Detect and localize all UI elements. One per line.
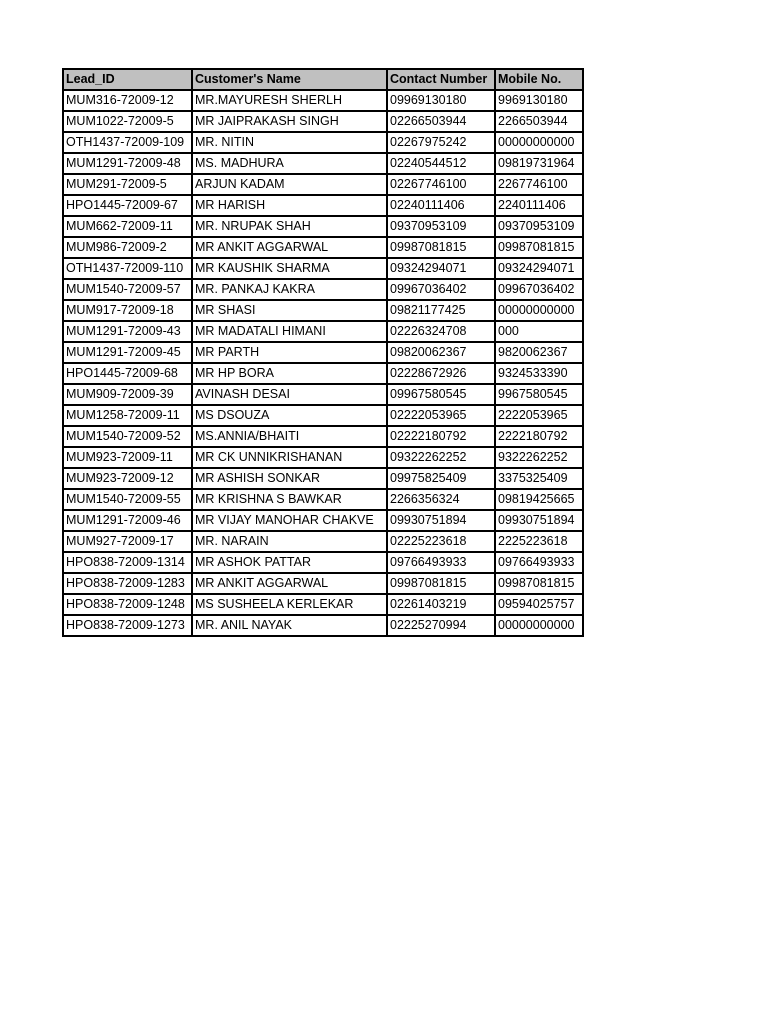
lead-id-cell: HPO1445-72009-68 (63, 363, 192, 384)
mobile-no-cell: 09987081815 (495, 573, 583, 594)
contact-number-cell: 02261403219 (387, 594, 495, 615)
mobile-no-cell: 09819731964 (495, 153, 583, 174)
table-row (63, 510, 583, 531)
customer-name-cell: MR VIJAY MANOHAR CHAKVE (192, 510, 387, 531)
customer-name-cell: MR. PANKAJ KAKRA (192, 279, 387, 300)
customer-name-cell: MR KAUSHIK SHARMA (192, 258, 387, 279)
lead-id-cell: MUM986-72009-2 (63, 237, 192, 258)
lead-id-cell: HPO838-72009-1273 (63, 615, 192, 636)
contact-number-cell: 09324294071 (387, 258, 495, 279)
mobile-no-cell: 09967036402 (495, 279, 583, 300)
mobile-no-cell: 09930751894 (495, 510, 583, 531)
lead-id-cell: MUM1258-72009-11 (63, 405, 192, 426)
mobile-no-cell: 9967580545 (495, 384, 583, 405)
contact-number-cell: 09821177425 (387, 300, 495, 321)
mobile-no-cell: 3375325409 (495, 468, 583, 489)
mobile-no-cell: 2240111406 (495, 195, 583, 216)
mobile-no-cell: 9820062367 (495, 342, 583, 363)
customer-name-cell: MS SUSHEELA KERLEKAR (192, 594, 387, 615)
mobile-no-cell: 2222180792 (495, 426, 583, 447)
customer-name-cell: MR. NARAIN (192, 531, 387, 552)
mobile-no-cell: 2267746100 (495, 174, 583, 195)
customer-name-cell: MR HP BORA (192, 363, 387, 384)
customer-name-cell: ARJUN KADAM (192, 174, 387, 195)
customer-name-cell: MR ASHOK PATTAR (192, 552, 387, 573)
table-row (63, 384, 583, 405)
header-lead-id: Lead_ID (63, 69, 192, 90)
customer-name-cell: MR ANKIT AGGARWAL (192, 573, 387, 594)
customer-name-cell: MR. ANIL NAYAK (192, 615, 387, 636)
contact-number-cell: 09967580545 (387, 384, 495, 405)
table-row (63, 300, 583, 321)
customer-name-cell: MR. NRUPAK SHAH (192, 216, 387, 237)
contact-number-cell: 02226324708 (387, 321, 495, 342)
table-body (63, 90, 583, 636)
contact-number-cell: 02267746100 (387, 174, 495, 195)
mobile-no-cell: 00000000000 (495, 300, 583, 321)
contact-number-cell: 02225223618 (387, 531, 495, 552)
leads-table (62, 68, 584, 637)
table-row (63, 615, 583, 636)
lead-id-cell: MUM923-72009-12 (63, 468, 192, 489)
table-row (63, 594, 583, 615)
table-row (63, 489, 583, 510)
lead-id-cell: MUM1291-72009-45 (63, 342, 192, 363)
mobile-no-cell: 2222053965 (495, 405, 583, 426)
header-row (63, 69, 583, 90)
mobile-no-cell: 09324294071 (495, 258, 583, 279)
customer-name-cell: MR HARISH (192, 195, 387, 216)
lead-id-cell: MUM662-72009-11 (63, 216, 192, 237)
table-row (63, 216, 583, 237)
customer-name-cell: MS. MADHURA (192, 153, 387, 174)
lead-id-cell: HPO838-72009-1283 (63, 573, 192, 594)
customer-name-cell: MR PARTH (192, 342, 387, 363)
customer-name-cell: MR KRISHNA S BAWKAR (192, 489, 387, 510)
contact-number-cell: 02267975242 (387, 132, 495, 153)
contact-number-cell: 09969130180 (387, 90, 495, 111)
table-row (63, 426, 583, 447)
contact-number-cell: 09322262252 (387, 447, 495, 468)
mobile-no-cell: 09594025757 (495, 594, 583, 615)
lead-id-cell: MUM909-72009-39 (63, 384, 192, 405)
table-row (63, 342, 583, 363)
header-customer-name: Customer's Name (192, 69, 387, 90)
mobile-no-cell: 000 (495, 321, 583, 342)
customer-name-cell: AVINASH DESAI (192, 384, 387, 405)
contact-number-cell: 02225270994 (387, 615, 495, 636)
customer-name-cell: MR.MAYURESH SHERLH (192, 90, 387, 111)
contact-number-cell: 09930751894 (387, 510, 495, 531)
contact-number-cell: 02266503944 (387, 111, 495, 132)
contact-number-cell: 02240111406 (387, 195, 495, 216)
contact-number-cell: 09766493933 (387, 552, 495, 573)
customer-name-cell: MR JAIPRAKASH SINGH (192, 111, 387, 132)
table-row (63, 573, 583, 594)
lead-id-cell: MUM923-72009-11 (63, 447, 192, 468)
contact-number-cell: 09987081815 (387, 573, 495, 594)
table-row (63, 111, 583, 132)
lead-id-cell: MUM927-72009-17 (63, 531, 192, 552)
lead-id-cell: MUM1540-72009-57 (63, 279, 192, 300)
lead-id-cell: HPO838-72009-1248 (63, 594, 192, 615)
table-row (63, 447, 583, 468)
customer-name-cell: MR. NITIN (192, 132, 387, 153)
table-row (63, 363, 583, 384)
table-row (63, 174, 583, 195)
header-contact-number: Contact Number (387, 69, 495, 90)
lead-id-cell: MUM1291-72009-43 (63, 321, 192, 342)
table-row (63, 195, 583, 216)
header-mobile-no: Mobile No. (495, 69, 583, 90)
lead-id-cell: MUM1022-72009-5 (63, 111, 192, 132)
table-row (63, 405, 583, 426)
table-row (63, 237, 583, 258)
customer-name-cell: MR ASHISH SONKAR (192, 468, 387, 489)
table-row (63, 321, 583, 342)
mobile-no-cell: 09370953109 (495, 216, 583, 237)
lead-id-cell: MUM1540-72009-52 (63, 426, 192, 447)
customer-name-cell: MR CK UNNIKRISHANAN (192, 447, 387, 468)
table-row (63, 90, 583, 111)
contact-number-cell: 02222180792 (387, 426, 495, 447)
mobile-no-cell: 9324533390 (495, 363, 583, 384)
customer-name-cell: MS.ANNIA/BHAITI (192, 426, 387, 447)
mobile-no-cell: 9969130180 (495, 90, 583, 111)
mobile-no-cell: 9322262252 (495, 447, 583, 468)
contact-number-cell: 09967036402 (387, 279, 495, 300)
lead-id-cell: MUM1540-72009-55 (63, 489, 192, 510)
contact-number-cell: 02228672926 (387, 363, 495, 384)
lead-id-cell: MUM291-72009-5 (63, 174, 192, 195)
customer-name-cell: MS DSOUZA (192, 405, 387, 426)
mobile-no-cell: 2266503944 (495, 111, 583, 132)
table-row (63, 552, 583, 573)
lead-id-cell: MUM316-72009-12 (63, 90, 192, 111)
contact-number-cell: 09987081815 (387, 237, 495, 258)
lead-id-cell: OTH1437-72009-110 (63, 258, 192, 279)
lead-id-cell: MUM1291-72009-48 (63, 153, 192, 174)
mobile-no-cell: 09819425665 (495, 489, 583, 510)
table-row (63, 468, 583, 489)
contact-number-cell: 2266356324 (387, 489, 495, 510)
table-row (63, 531, 583, 552)
lead-id-cell: MUM1291-72009-46 (63, 510, 192, 531)
table-row (63, 279, 583, 300)
lead-id-cell: HPO838-72009-1314 (63, 552, 192, 573)
customer-name-cell: MR SHASI (192, 300, 387, 321)
table-row (63, 132, 583, 153)
contact-number-cell: 09820062367 (387, 342, 495, 363)
lead-id-cell: HPO1445-72009-67 (63, 195, 192, 216)
contact-number-cell: 09370953109 (387, 216, 495, 237)
mobile-no-cell: 2225223618 (495, 531, 583, 552)
mobile-no-cell: 00000000000 (495, 132, 583, 153)
customer-name-cell: MR MADATALI HIMANI (192, 321, 387, 342)
mobile-no-cell: 09766493933 (495, 552, 583, 573)
lead-id-cell: OTH1437-72009-109 (63, 132, 192, 153)
contact-number-cell: 02240544512 (387, 153, 495, 174)
table-row (63, 258, 583, 279)
customer-name-cell: MR ANKIT AGGARWAL (192, 237, 387, 258)
contact-number-cell: 09975825409 (387, 468, 495, 489)
mobile-no-cell: 00000000000 (495, 615, 583, 636)
contact-number-cell: 02222053965 (387, 405, 495, 426)
mobile-no-cell: 09987081815 (495, 237, 583, 258)
table-row (63, 153, 583, 174)
lead-id-cell: MUM917-72009-18 (63, 300, 192, 321)
